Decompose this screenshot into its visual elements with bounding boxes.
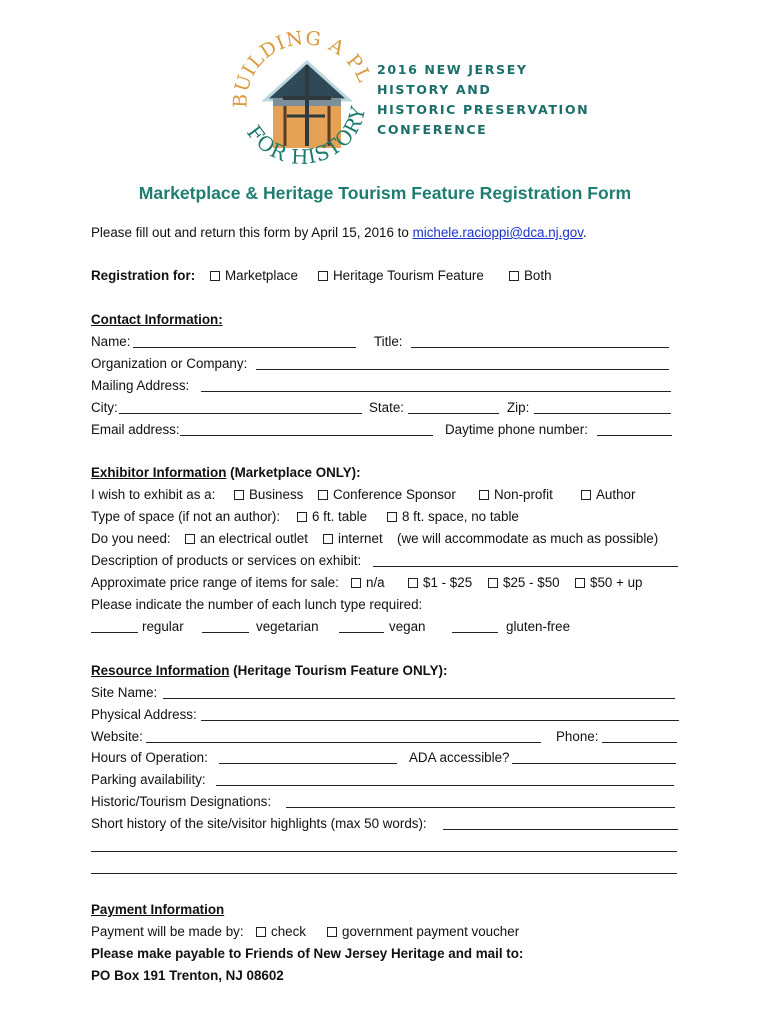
checkbox-check[interactable] <box>256 923 306 941</box>
lunch-label: Please indicate the number of each lunch type required: <box>91 597 423 612</box>
checkbox-author[interactable] <box>581 486 635 504</box>
state-field[interactable] <box>408 413 499 414</box>
option-label: $50 + up <box>590 575 643 590</box>
organization-label: Organization or Company: <box>91 356 248 371</box>
option-label: n/a <box>366 575 385 590</box>
name-label: Name: <box>91 334 131 349</box>
hours-label: Hours of Operation: <box>91 750 208 765</box>
option-label: government payment voucher <box>342 924 520 939</box>
option-label: Marketplace <box>225 268 298 283</box>
website-field[interactable] <box>146 742 541 743</box>
conference-line: HISTORY AND <box>377 82 492 97</box>
checkbox-icon[interactable] <box>581 490 591 500</box>
name-field[interactable] <box>133 347 356 348</box>
checkbox-marketplace[interactable] <box>210 267 298 285</box>
checkbox-icon[interactable] <box>323 534 333 544</box>
option-label: Heritage Tourism Feature <box>333 268 484 283</box>
checkbox-icon[interactable] <box>256 927 266 937</box>
option-label: internet <box>338 531 383 546</box>
zip-field[interactable] <box>534 413 671 414</box>
checkbox-icon[interactable] <box>318 490 328 500</box>
checkbox-icon[interactable] <box>479 490 489 500</box>
physical-field[interactable] <box>201 720 679 721</box>
checkbox-icon[interactable] <box>297 512 307 522</box>
checkbox-price-na[interactable] <box>351 574 385 592</box>
lunch-type-label: gluten-free <box>506 619 571 634</box>
site-name-field[interactable] <box>163 698 675 699</box>
ada-field[interactable] <box>512 763 676 764</box>
email-field[interactable] <box>180 435 433 436</box>
option-label: Business <box>249 487 304 502</box>
resource-phone-label: Phone: <box>556 729 599 744</box>
checkbox-icon[interactable] <box>509 271 519 281</box>
option-label: 8 ft. space, no table <box>402 509 519 524</box>
hours-field[interactable] <box>219 763 397 764</box>
payable-instructions: Please make payable to Friends of New Jersey Heritage and mail to: <box>91 946 524 961</box>
option-label: 6 ft. table <box>312 509 368 524</box>
exhibit-as-label: I wish to exhibit as a: <box>91 487 216 502</box>
state-label: State: <box>369 400 404 415</box>
ada-label: ADA accessible? <box>409 750 510 765</box>
resource-heading-suffix: (Heritage Tourism Feature ONLY): <box>229 663 448 678</box>
option-label: Both <box>524 268 552 283</box>
payment-made-by-label: Payment will be made by: <box>91 924 244 939</box>
website-label: Website: <box>91 729 143 744</box>
email-label: Email address: <box>91 422 180 437</box>
instructions-period: . <box>582 225 587 240</box>
mailing-label: Mailing Address: <box>91 378 190 393</box>
physical-label: Physical Address: <box>91 707 197 722</box>
description-label: Description of products or services on exhibit: <box>91 553 362 568</box>
price-label: Approximate price range of items for sale: <box>91 575 339 590</box>
registration-label: Registration for: <box>91 268 196 283</box>
description-field[interactable] <box>373 566 678 567</box>
lunch-vegan-field[interactable] <box>339 632 384 633</box>
checkbox-icon[interactable] <box>387 512 397 522</box>
phone-label: Daytime phone number: <box>445 422 588 437</box>
conference-line: 2016 NEW JERSEY <box>377 62 528 77</box>
email-link[interactable]: michele.racioppi@dca.nj.gov <box>412 225 583 240</box>
conference-name <box>377 60 589 140</box>
checkbox-icon[interactable] <box>185 534 195 544</box>
checkbox-6ft-table[interactable] <box>297 508 367 526</box>
exhibitor-heading-main: Exhibitor Information <box>91 465 227 480</box>
checkbox-price-25-50[interactable] <box>488 574 560 592</box>
mailing-field[interactable] <box>201 391 671 392</box>
instructions-text: Please fill out and return this form by April 15, 2016 to <box>91 225 413 240</box>
resource-heading <box>91 662 447 680</box>
space-label: Type of space (if not an author): <box>91 509 281 524</box>
contact-heading: Contact Information: <box>91 312 223 327</box>
logo-text-top: BUILDING A PL <box>229 27 375 109</box>
checkbox-internet[interactable] <box>323 530 383 548</box>
checkbox-icon[interactable] <box>210 271 220 281</box>
lunch-vegetarian-field[interactable] <box>202 632 249 633</box>
zip-label: Zip: <box>507 400 530 415</box>
checkbox-icon[interactable] <box>575 578 585 588</box>
option-label: $25 - $50 <box>503 575 560 590</box>
conference-line: CONFERENCE <box>377 122 488 137</box>
title-label: Title: <box>374 334 403 349</box>
logo-text-bottom: FOR HISTORY <box>242 103 371 170</box>
lunch-type-label: vegan <box>389 619 426 634</box>
lunch-type-label: regular <box>142 619 184 634</box>
checkbox-icon[interactable] <box>327 927 337 937</box>
designations-field[interactable] <box>286 807 675 808</box>
instructions <box>91 224 587 242</box>
exhibitor-heading-suffix: (Marketplace ONLY): <box>226 465 361 480</box>
checkbox-icon[interactable] <box>408 578 418 588</box>
checkbox-price-1-25[interactable] <box>408 574 472 592</box>
checkbox-icon[interactable] <box>318 271 328 281</box>
option-label: Author <box>596 487 636 502</box>
exhibitor-heading <box>91 464 361 482</box>
checkbox-icon[interactable] <box>234 490 244 500</box>
parking-label: Parking availability: <box>91 772 206 787</box>
city-label: City: <box>91 400 118 415</box>
history-label: Short history of the site/visitor highlights (max 50 words): <box>91 816 427 831</box>
organization-field[interactable] <box>256 369 669 370</box>
history-field-line[interactable] <box>91 873 677 874</box>
option-label: check <box>271 924 306 939</box>
parking-field[interactable] <box>216 785 674 786</box>
checkbox-voucher[interactable] <box>327 923 519 941</box>
lunch-regular-field[interactable] <box>91 632 138 633</box>
checkbox-price-50-up[interactable] <box>575 574 643 592</box>
checkbox-heritage[interactable] <box>318 267 484 285</box>
checkbox-both[interactable] <box>509 267 552 285</box>
payment-heading: Payment Information <box>91 902 225 917</box>
form-title: Marketplace & Heritage Tourism Feature Registration Form <box>138 183 632 203</box>
option-label: Conference Sponsor <box>333 487 456 502</box>
option-label: Non-profit <box>494 487 553 502</box>
mailing-address: PO Box 191 Trenton, NJ 08602 <box>91 968 284 983</box>
phone-field[interactable] <box>597 435 672 436</box>
need-note: (we will accommodate as much as possible) <box>397 531 659 546</box>
conference-logo <box>225 20 375 170</box>
checkbox-nonprofit[interactable] <box>479 486 553 504</box>
city-field[interactable] <box>119 413 362 414</box>
title-field[interactable] <box>411 347 669 348</box>
lunch-glutenfree-field[interactable] <box>452 632 498 633</box>
checkbox-electrical[interactable] <box>185 530 308 548</box>
history-field[interactable] <box>443 829 678 830</box>
checkbox-icon[interactable] <box>351 578 361 588</box>
lunch-type-label: vegetarian <box>256 619 319 634</box>
resource-heading-main: Resource Information <box>91 663 230 678</box>
resource-phone-field[interactable] <box>602 742 677 743</box>
checkbox-business[interactable] <box>234 486 303 504</box>
need-label: Do you need: <box>91 531 171 546</box>
checkbox-sponsor[interactable] <box>318 486 456 504</box>
checkbox-icon[interactable] <box>488 578 498 588</box>
checkbox-8ft-space[interactable] <box>387 508 519 526</box>
designations-label: Historic/Tourism Designations: <box>91 794 272 809</box>
option-label: $1 - $25 <box>423 575 473 590</box>
option-label: an electrical outlet <box>200 531 308 546</box>
history-field-line[interactable] <box>91 851 677 852</box>
site-name-label: Site Name: <box>91 685 158 700</box>
conference-line: HISTORIC PRESERVATION <box>377 102 590 117</box>
